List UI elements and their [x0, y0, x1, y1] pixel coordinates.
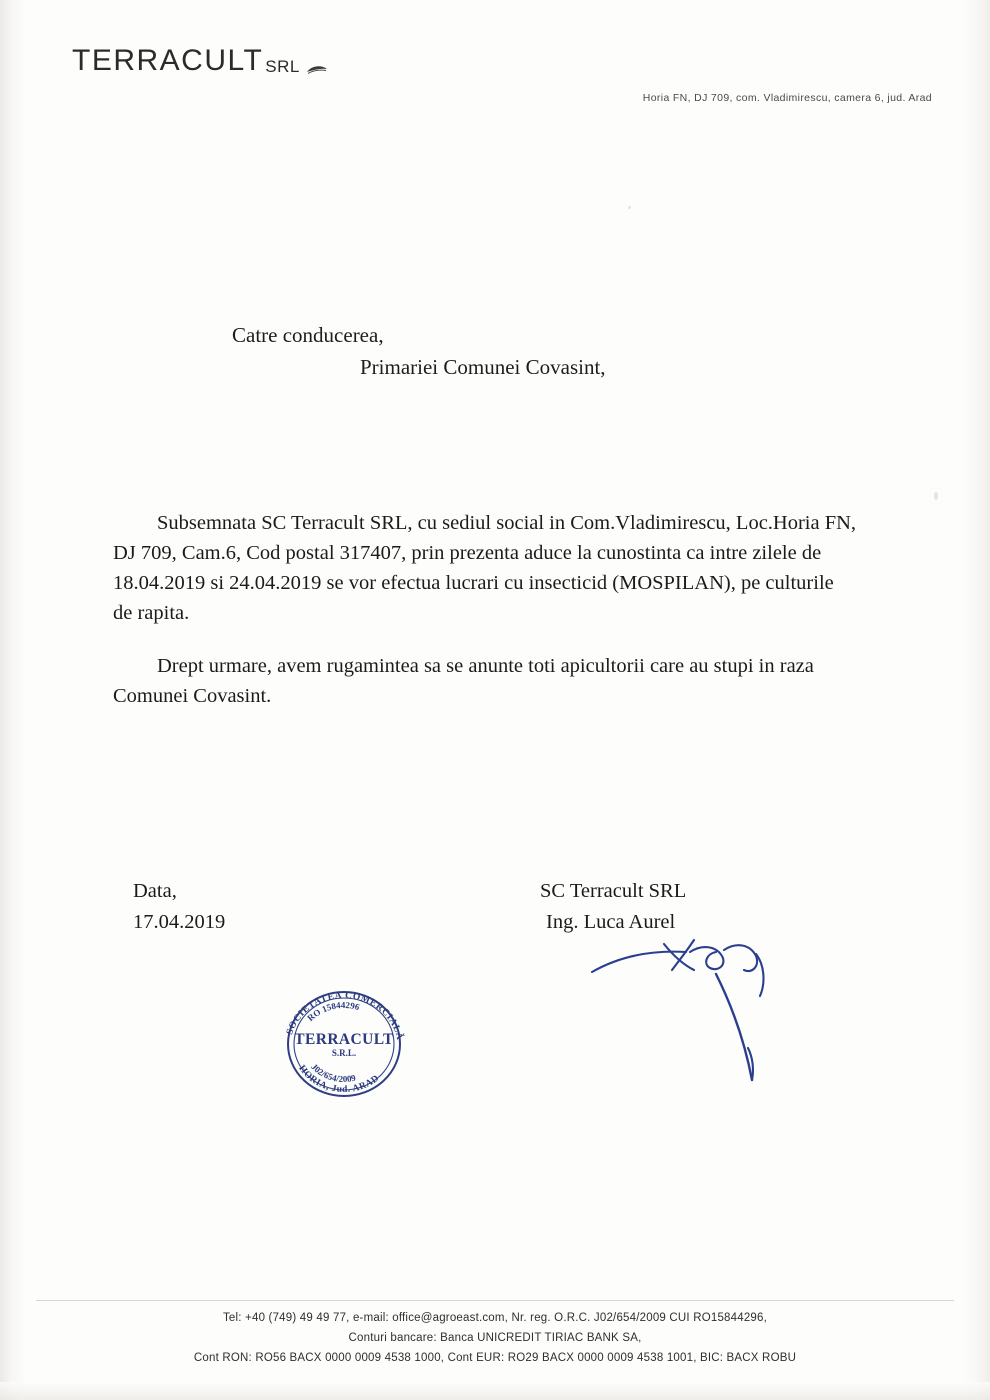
svg-text:RO 15844296: RO 15844296: [305, 999, 361, 1024]
date-label: Data,: [133, 880, 177, 902]
logo-legal-suffix: SRL: [265, 57, 300, 76]
addressee-line-2: Primariei Comunei Covasint,: [360, 354, 606, 379]
body-paragraph-1-text: Subsemnata SC Terracult SRL, cu sediul social in Com.Vladimirescu, Loc.Horia FN, DJ 709, Cam.6, Cod postal 317407, prin prezenta aduce la cunostinta ca intre zilele de 18.04.2019 si 24.04.2019 se vor efectua lucrari cu insecticid (MOSPILAN), pe culturile de rapita.: [113, 512, 857, 625]
signer-company: SC Terracult SRL: [540, 880, 687, 902]
leaf-icon: [306, 64, 328, 76]
signer-name: Ing. Luca Aurel: [546, 910, 676, 933]
scan-speck: [628, 206, 631, 209]
body-paragraph-2: [113, 651, 858, 711]
logo-wordmark: TERRACULT: [72, 44, 264, 77]
footer-divider: [36, 1300, 954, 1301]
date-value: 17.04.2019: [133, 910, 226, 933]
letter-body: [113, 508, 858, 733]
svg-text:J02/654/2009: J02/654/2009: [309, 1061, 357, 1085]
body-paragraph-1: [113, 508, 858, 629]
company-logo: [72, 46, 328, 76]
scan-speck: [934, 492, 938, 500]
footer-line-3: Cont RON: RO56 BACX 0000 0009 4538 1000, Cont EUR: RO29 BACX 0000 0009 4538 1001, BIC: BACX ROBU: [193, 1352, 797, 1365]
addressee-line-1: Catre conducerea,: [232, 323, 384, 347]
signer-block: [540, 876, 686, 938]
svg-text:TERRACULT: TERRACULT: [294, 1031, 394, 1048]
scan-edge-right: [960, 0, 990, 1400]
svg-text:HORIA, Jud. ARAD: HORIA, Jud. ARAD: [296, 1063, 382, 1096]
svg-text:SOCIETATEA COMERCIALĂ: SOCIETATEA COMERCIALĂ: [285, 990, 405, 1042]
header-address: Horia FN, DJ 709, com. Vladimirescu, camera 6, jud. Arad: [642, 92, 932, 104]
scan-edge-bottom: [0, 1382, 990, 1400]
company-stamp: [272, 982, 416, 1106]
svg-text:S.R.L.: S.R.L.: [331, 1048, 357, 1058]
scan-edge-left: [0, 0, 26, 1400]
body-paragraph-2-text: Drept urmare, avem rugamintea sa se anunte toti apicultorii care au stupi in raza Comunei Covasint.: [113, 654, 814, 707]
addressee-block: [232, 320, 606, 383]
footer-line-1: Tel: +40 (749) 49 49 77, e-mail: office@agroeast.com, Nr. reg. O.R.C. J02/654/2009 CUI RO15844296,: [222, 1312, 768, 1324]
signature-ink: [590, 930, 820, 1110]
date-block: [133, 876, 225, 938]
footer-line-2: Conturi bancare: Banca UNICREDIT TIRIAC BANK SA,: [348, 1332, 642, 1345]
footer-block: [0, 1308, 990, 1368]
